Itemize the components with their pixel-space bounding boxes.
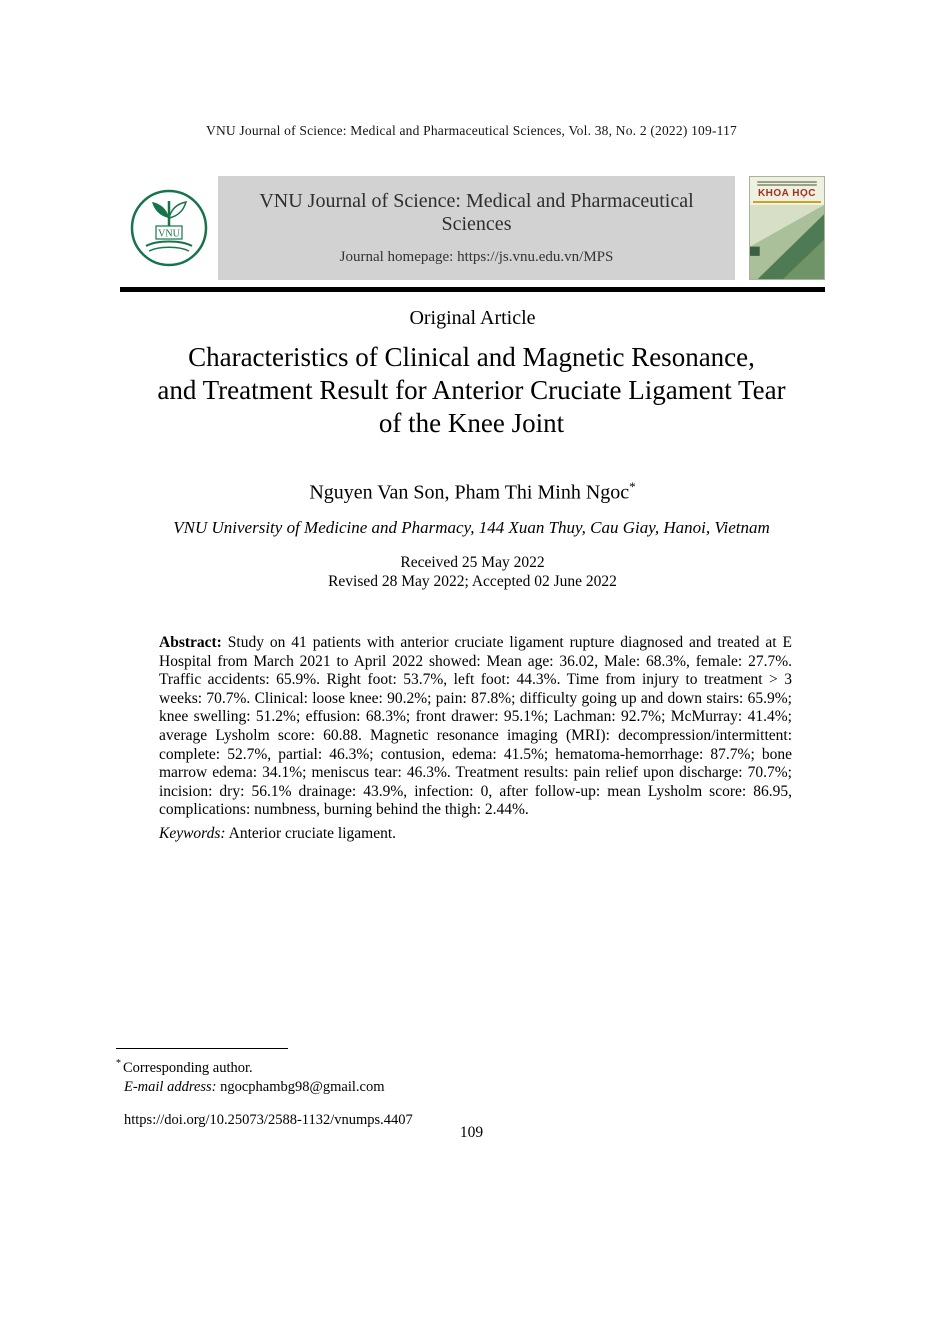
abstract-label: Abstract: xyxy=(159,634,222,651)
received-date: Received 25 May 2022 xyxy=(400,554,545,571)
cover-artwork xyxy=(750,205,824,279)
email-line xyxy=(116,1078,536,1097)
author-names xyxy=(120,479,825,505)
abstract-text: Study on 41 patients with anterior cruciate ligament rupture diagnosed and treated at E Hospital from March 2021 to April 2022 showed: Mean age: 36.02, Male: 68.3%, female: 27.7%. Traffic accidents: 65.9%. Right foot: 53.7%, left foot: 44.3%. Time from injury to treatment > 3 weeks: 70.7%. Clinical: loose knee: 90.2%; pain: 87.8%; difficulty going up and down stairs: 65.9%; knee swelling: 51.2%; effusion: 68.3%; front drawer: 95.1%; Lachman: 92.7%; McMurray: 41.4%; average Lysholm score: 60.88. Magnetic resonance imaging (MRI): decompression/intermittent: complete: 52.7%, partial: 46.3%; contusion, edema: 41.5%; hematoma-hemorrhage: 87.7%; bone marrow edema: 34.1%; meniscus tear: 46.3%. Treatment results: pain relief upon discharge: 70.7%; incision: dry: 56.1% drainage: 43.9%, infection: 0, after follow-up: mean Lysholm score: 86.95, complications: numbness, burning behind the thigh: 2.44%. xyxy=(159,634,793,819)
running-head: VNU Journal of Science: Medical and Pharmaceutical Sciences, Vol. 38, No. 2 (2022) 109-117 xyxy=(206,123,737,138)
cover-masthead-line xyxy=(757,181,817,183)
doi-link[interactable]: https://doi.org/10.25073/2588-1132/vnumps.4407 xyxy=(124,1111,413,1128)
cover-title: KHOA HỌC xyxy=(757,188,817,199)
journal-banner xyxy=(120,176,825,280)
banner-title-box xyxy=(218,176,735,280)
cover-gold-rule xyxy=(753,201,821,203)
article-type-label: Original Article xyxy=(409,307,536,329)
page-number: 109 xyxy=(459,1124,484,1141)
footnote-asterisk: * xyxy=(116,1058,121,1069)
title-line: of the Knee Joint xyxy=(378,408,565,438)
journal-title: VNU Journal of Science: Medical and Pharmaceutical Sciences xyxy=(259,190,694,235)
keywords-text: Anterior cruciate ligament. xyxy=(228,824,397,842)
email-label: E-mail address: xyxy=(124,1078,217,1095)
footnote-section xyxy=(116,1048,536,1130)
vnu-logo xyxy=(120,176,218,280)
vnu-logo-text: VNU xyxy=(158,228,180,240)
cover-masthead-line xyxy=(757,184,817,186)
footnote-rule xyxy=(116,1048,288,1049)
cover-masthead xyxy=(750,177,824,205)
affiliation: VNU University of Medicine and Pharmacy, 144 Xuan Thuy, Cau Giay, Hanoi, Vietnam xyxy=(173,518,770,537)
journal-homepage-link[interactable]: Journal homepage: https://js.vnu.edu.vn/MPS xyxy=(339,249,614,265)
author-asterisk: * xyxy=(629,479,636,494)
keywords-label: Keywords: xyxy=(159,824,226,842)
revised-accepted-date: Revised 28 May 2022; Accepted 02 June 2022 xyxy=(328,573,617,590)
corresponding-author-note xyxy=(116,1054,536,1078)
header-rule xyxy=(120,287,825,292)
email-address[interactable]: ngocphambg98@gmail.com xyxy=(220,1078,385,1095)
title-line: Characteristics of Clinical and Magnetic Resonance, xyxy=(188,342,755,372)
article-title xyxy=(60,341,883,440)
title-line: and Treatment Result for Anterior Cruciate Ligament Tear xyxy=(157,375,786,405)
abstract xyxy=(159,634,792,820)
vnu-logo-graphic xyxy=(129,188,209,268)
corresponding-author-text: Corresponding author. xyxy=(123,1059,253,1076)
journal-cover-thumbnail xyxy=(749,176,825,280)
keywords xyxy=(159,825,792,844)
authors-text: Nguyen Van Son, Pham Thi Minh Ngoc xyxy=(309,481,630,504)
abstract-section xyxy=(159,634,792,844)
